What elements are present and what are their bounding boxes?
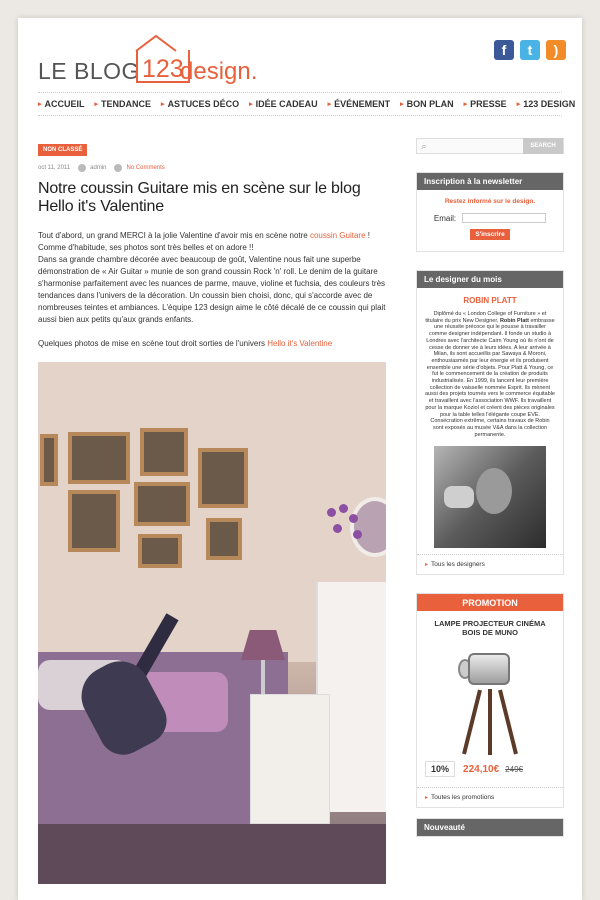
search-button[interactable]: SEARCH (523, 138, 563, 154)
bedroom-photo[interactable] (38, 362, 386, 884)
user-icon (78, 164, 86, 172)
sidebar (416, 138, 564, 837)
old-price: 249€ (505, 764, 523, 774)
portrait-face (476, 468, 512, 514)
post-title[interactable]: Notre coussin Guitare mis en scène sur le blog Hello it's Valentine (38, 180, 361, 215)
nav-item-evenement[interactable] (328, 99, 391, 109)
logo-suffix: design. (180, 58, 258, 85)
comments-link[interactable]: No Comments (126, 165, 165, 171)
nav-item-presse[interactable] (464, 99, 507, 109)
post-body (38, 230, 386, 350)
portrait-hand (444, 486, 474, 508)
search-icon: ⌕ (421, 140, 427, 151)
promotion-title: PROMOTION (417, 594, 563, 611)
paragraph-2 (38, 338, 386, 350)
post-date: oct 11, 2011 (38, 165, 71, 171)
category-badge[interactable]: NON CLASSÉ (38, 144, 87, 156)
nav-arrow-icon: ▸ (161, 101, 165, 108)
link-label: Tous les designers (431, 561, 485, 569)
link-arrow-icon: ▸ (425, 795, 429, 802)
paragraph-1 (38, 230, 386, 326)
picture-frame (68, 432, 130, 484)
nav-arrow-icon: ▸ (38, 101, 42, 108)
all-designers-link[interactable] (417, 554, 563, 574)
nav-arrow-icon: ▸ (516, 101, 521, 108)
promotion-widget (416, 593, 564, 808)
text: Dans sa grande chambre décorée avec beaucoup de goût, Valentine nous fait une superbe démonstration de « Air Guitar » munie de son grand coussin Rock 'n' roll. Le denim de la guitare s'harmonise parfaitement avec les nuances de parme, mauve, violine et fuchsia, des couleurs très tendances dans l'univers de la décoration. Un coussin bien choisi, donc, qui s'accorde avec de nombreuses teintes et ambiances. L'équipe 123 design aime le côté décalé de ce coussin qui plait aussi bien aux petits qu'aux grands enfants. (38, 255, 386, 324)
floor (38, 824, 386, 884)
text: ! Comme d'habitude, ses photos sont très belles et on adore !! (38, 231, 370, 252)
post-meta (38, 164, 386, 172)
nav-label: ACCUEIL (44, 99, 85, 109)
search-input[interactable] (431, 139, 523, 153)
nav-label: 123 DESIGN (523, 99, 576, 109)
lamp-head (468, 653, 510, 685)
price-row (425, 757, 555, 783)
logo-number: 123 (136, 50, 190, 83)
discount-badge: 10% (425, 761, 455, 777)
nav-item-bon-plan[interactable] (400, 99, 454, 109)
nav-arrow-icon: ▸ (327, 101, 332, 108)
facebook-icon[interactable]: f (494, 40, 514, 60)
subscribe-button[interactable]: S'inscrire (470, 229, 509, 240)
picture-frame (68, 490, 120, 552)
nav-item-123-design[interactable] (517, 99, 576, 109)
page (18, 18, 582, 900)
link-label: Toutes les promotions (431, 794, 495, 802)
nav-label: BON PLAN (406, 99, 454, 109)
nav-label: ASTUCES DÉCO (167, 99, 240, 109)
nav-label: ÉVÉNEMENT (334, 99, 391, 109)
rss-icon[interactable]: ) (546, 40, 566, 60)
lamp-base (261, 660, 265, 696)
designer-widget (416, 270, 564, 575)
main-nav (38, 92, 576, 116)
text: Quelques photos de mise en scène tout droit sorties de l'univers (38, 339, 268, 348)
post-author[interactable]: admin (90, 165, 107, 171)
twitter-icon[interactable]: t (520, 40, 540, 60)
orchid-plant (323, 502, 367, 572)
designer-widget-title: Le designer du mois (417, 271, 563, 288)
lamp-leg (498, 690, 518, 755)
designer-name[interactable]: ROBIN PLATT (463, 296, 517, 305)
comment-bubble-icon (114, 164, 122, 172)
all-promotions-link[interactable] (417, 787, 563, 807)
hello-its-valentine-link[interactable]: Hello it's Valentine (267, 339, 333, 348)
nav-item-accueil[interactable] (38, 99, 85, 109)
text: Tout d'abord, un grand MERCI à la jolie Valentine d'avoir mis en scène notre (38, 231, 310, 240)
text: embrasse une réussite précoce qui le pousse à travailler comme designer indépendant. Il fonde un studio à Londres avec l'architecte Cairn Young où ils n'ont de cesse de donner vie à leurs idées. A leur arrivée à Milan, ils sont accueillis par Sawaya & Moroni, enthousiasmés par leur énergie et ils produisent ensemble une série d'objets. Pour Platt & Young, ce fut le commencement de la création de produits industrialisés. En 1999, ils lancent leur première collection de vaisselle nommée Esprit. Ils mènent aussi des projets tournés vers le commerce équitable et travaillent avec l'association WWF. Ils travaillent pour la marque Koziol et créent des pièces originales pour la table telles l'élégante coupe EVE. Consécration extrême, certains travaux de Robin sont exposés au musée V&A dans la collection permanente. (425, 317, 555, 438)
newsletter-title: Inscription à la newsletter (417, 173, 563, 190)
nav-item-idee-cadeau[interactable] (249, 99, 318, 109)
nav-arrow-icon: ▸ (249, 101, 253, 108)
text: Diplômé du « London College of Furniture » et titulaire du prix New Designer, (425, 311, 547, 324)
promo-price: 224,10€ (463, 763, 500, 775)
coussin-guitare-link[interactable]: coussin Guitare (309, 231, 366, 240)
link-arrow-icon: ▸ (425, 562, 429, 569)
designer-portrait[interactable] (434, 446, 546, 548)
nouveaute-title: Nouveauté (417, 819, 563, 836)
email-label: Email: (433, 213, 457, 223)
nouveaute-widget (416, 818, 564, 837)
nav-label: IDÉE CADEAU (255, 99, 318, 109)
nav-arrow-icon: ▸ (94, 101, 99, 108)
newsletter-subtitle: Restez informé sur le design. (444, 198, 536, 205)
logo-prefix: LE BLOG (38, 58, 140, 84)
email-field[interactable] (462, 213, 546, 223)
picture-frame (140, 428, 188, 476)
newsletter-widget (416, 172, 564, 252)
nightstand (250, 694, 330, 824)
picture-frame (198, 448, 248, 508)
search-bar (416, 138, 564, 154)
nav-arrow-icon: ▸ (400, 101, 404, 108)
picture-frame (134, 482, 190, 526)
lamp-leg (488, 689, 492, 755)
designer-bio (425, 311, 555, 438)
picture-frame (40, 434, 58, 486)
picture-frame (138, 534, 182, 568)
lamp-leg (462, 690, 482, 755)
nav-arrow-icon: ▸ (463, 101, 468, 108)
picture-frame (206, 518, 242, 560)
post (38, 138, 386, 884)
nav-item-astuces-deco[interactable] (161, 99, 239, 109)
nav-label: TENDANCE (101, 99, 152, 109)
promo-product-name[interactable]: LAMPE PROJECTEUR CINÉMA BOIS DE MUNO (434, 619, 546, 638)
text: Robin Platt (499, 317, 529, 324)
projector-lamp-image[interactable] (440, 645, 540, 757)
nav-label: PRESSE (470, 99, 507, 109)
nav-item-tendance[interactable] (95, 99, 152, 109)
